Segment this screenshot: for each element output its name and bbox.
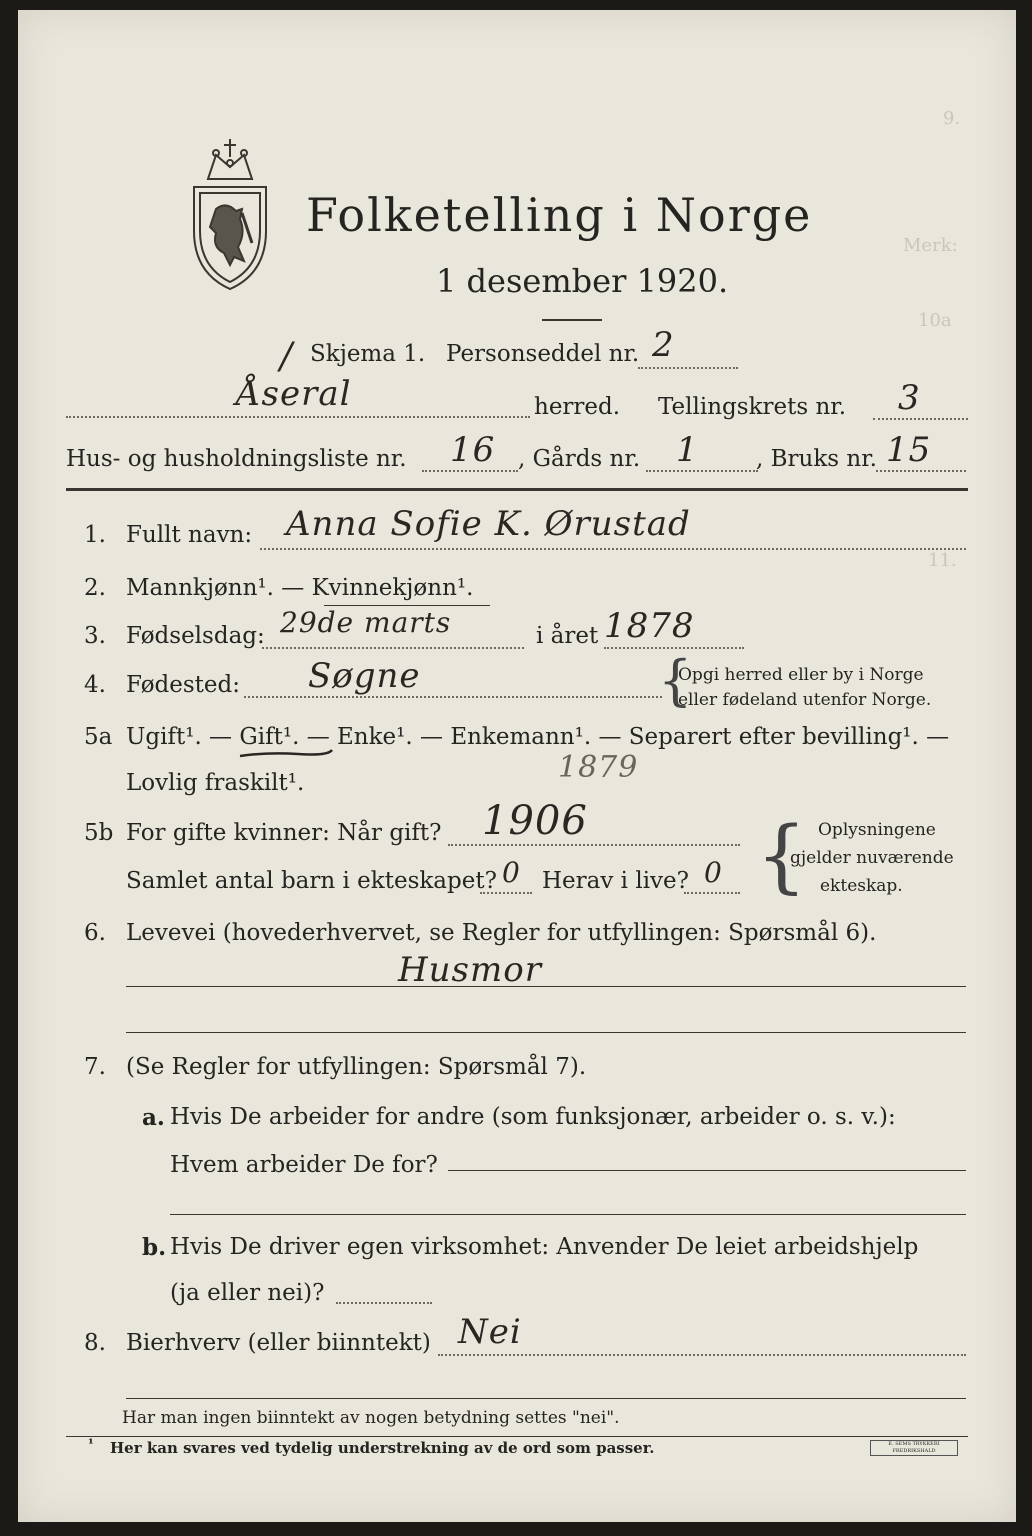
q8-number: 8.	[84, 1330, 106, 1356]
q7a-question: Hvis De arbeider for andre (som funksjonær, arbeider o. s. v.):	[170, 1104, 896, 1130]
header-divider	[66, 488, 968, 491]
q7b-letter: b.	[142, 1234, 167, 1261]
q7b-yes-no-label: (ja eller nei)?	[170, 1280, 325, 1306]
birthplace-note-line1: Opgi herred eller by i Norge	[678, 665, 924, 685]
hired-help-line	[336, 1302, 432, 1304]
q1-line	[260, 548, 966, 550]
birth-year-value[interactable]: 1878	[604, 606, 695, 646]
birthday-value[interactable]: 29de marts	[280, 606, 452, 639]
q5b-number: 5b	[84, 820, 114, 846]
gards-line	[646, 470, 758, 472]
bruks-value[interactable]: 15	[886, 430, 932, 470]
tellingskrets-value[interactable]: 3	[898, 378, 921, 418]
married-line	[448, 844, 740, 846]
birthplace-value[interactable]: Søgne	[308, 656, 421, 696]
q4-label: Fødested:	[126, 672, 241, 698]
q7b-question: Hvis De driver egen virksomhet: Anvender De leiet arbeidshjelp	[170, 1234, 919, 1260]
q5a-lovlig-fraskilt: Lovlig fraskilt¹.	[126, 770, 305, 796]
footnote-mark: ¹	[88, 1437, 94, 1452]
alive-value[interactable]: 0	[704, 856, 723, 889]
gards-label: , Gårds nr.	[518, 446, 641, 472]
full-name-value[interactable]: Anna Sofie K. Ørustad	[286, 504, 691, 544]
alive-line	[684, 892, 740, 894]
q7-label: (Se Regler for utfyllingen: Spørsmål 7).	[126, 1054, 587, 1080]
gift-underline-mark	[238, 746, 334, 762]
occupation-line-2	[126, 1032, 966, 1033]
personseddel-label: Personseddel nr.	[446, 341, 640, 367]
skjema-label: Skjema 1.	[310, 341, 426, 367]
form-date: 1 desember 1920.	[436, 262, 729, 300]
q2-label: Mannkjønn¹. — Kvinnekjønn¹.	[126, 575, 474, 601]
nei-note: Har man ingen biinntekt av nogen betydning settes "nei".	[122, 1408, 620, 1428]
brace-icon: {	[756, 809, 807, 902]
q7-number: 7.	[84, 1054, 106, 1080]
bleed-through-text: 10a	[918, 310, 952, 331]
herred-line	[66, 416, 530, 418]
tellingskrets-line	[873, 418, 968, 420]
alive-label: Herav i live?	[542, 868, 689, 894]
q4-number: 4.	[84, 672, 106, 698]
q5a-options: Ugift¹. — Gift¹. — Enke¹. — Enkemann¹. — Separert efter bevilling¹. —	[126, 724, 950, 750]
margin-check-mark: /	[280, 336, 294, 377]
children-label: Samlet antal barn i ekteskapet?	[126, 868, 497, 894]
census-form-page	[18, 10, 1016, 1522]
bruks-line	[876, 470, 966, 472]
married-label: For gifte kvinner: Når gift?	[126, 820, 442, 846]
footnote-text: Her kan svares ved tydelig understrekning av de ord som passer.	[110, 1439, 655, 1457]
q7a-letter: a.	[142, 1104, 165, 1131]
married-year-value[interactable]: 1906	[482, 798, 588, 844]
herred-label: herred.	[534, 394, 621, 420]
side-income-line-2	[126, 1398, 966, 1399]
q5a-number: 5a	[84, 724, 113, 750]
hus-line	[422, 470, 518, 472]
brace-icon: {	[658, 649, 693, 712]
q8-label: Bierhverv (eller biinntekt)	[126, 1330, 431, 1356]
q1-label: Fullt navn:	[126, 522, 253, 548]
marriage-note-line3: ekteskap.	[820, 876, 903, 896]
personseddel-value[interactable]: 2	[652, 325, 675, 365]
birthplace-note-line2: eller fødeland utenfor Norge.	[678, 690, 932, 710]
birthday-line	[262, 647, 524, 649]
side-income-line	[438, 1354, 966, 1356]
side-income-value[interactable]: Nei	[458, 1312, 522, 1352]
q5a-annotation: 1879	[558, 750, 639, 785]
herred-value[interactable]: Åseral	[236, 374, 352, 414]
bleed-through-text: 11.	[928, 550, 957, 571]
occupation-line	[126, 986, 966, 987]
q3-number: 3.	[84, 623, 106, 649]
footer-divider	[66, 1436, 968, 1437]
q3-label: Fødselsdag:	[126, 623, 265, 649]
printer-stamp: E. SEMS TRYKKERI FREDRIKSHALD	[870, 1440, 958, 1456]
gards-value[interactable]: 1	[676, 430, 699, 470]
children-value[interactable]: 0	[502, 856, 521, 889]
hus-label: Hus- og husholdningsliste nr.	[66, 446, 407, 472]
q6-number: 6.	[84, 920, 106, 946]
tellingskrets-label: Tellingskrets nr.	[658, 394, 847, 420]
q1-number: 1.	[84, 522, 106, 548]
hus-value[interactable]: 16	[450, 430, 496, 470]
birthplace-line	[244, 696, 662, 698]
occupation-value[interactable]: Husmor	[398, 950, 542, 990]
norway-coat-of-arms-icon	[186, 135, 274, 293]
marriage-note-line2: gjelder nuværende	[790, 848, 954, 868]
q6-label: Levevei (hovederhvervet, se Regler for utfyllingen: Spørsmål 6).	[126, 920, 877, 946]
form-title: Folketelling i Norge	[306, 188, 813, 242]
title-divider	[542, 319, 602, 321]
bleed-through-text: 9.	[943, 108, 961, 129]
year-label: i året	[536, 623, 599, 649]
employer-line-2	[170, 1214, 966, 1215]
bruks-label: , Bruks nr.	[756, 446, 877, 472]
personseddel-line	[638, 367, 738, 369]
bleed-through-text: Merk:	[903, 235, 958, 256]
q2-number: 2.	[84, 575, 106, 601]
employer-line	[448, 1170, 966, 1171]
marriage-note-line1: Oplysningene	[818, 820, 936, 840]
children-line	[480, 892, 532, 894]
q7a-employer-label: Hvem arbeider De for?	[170, 1152, 438, 1178]
